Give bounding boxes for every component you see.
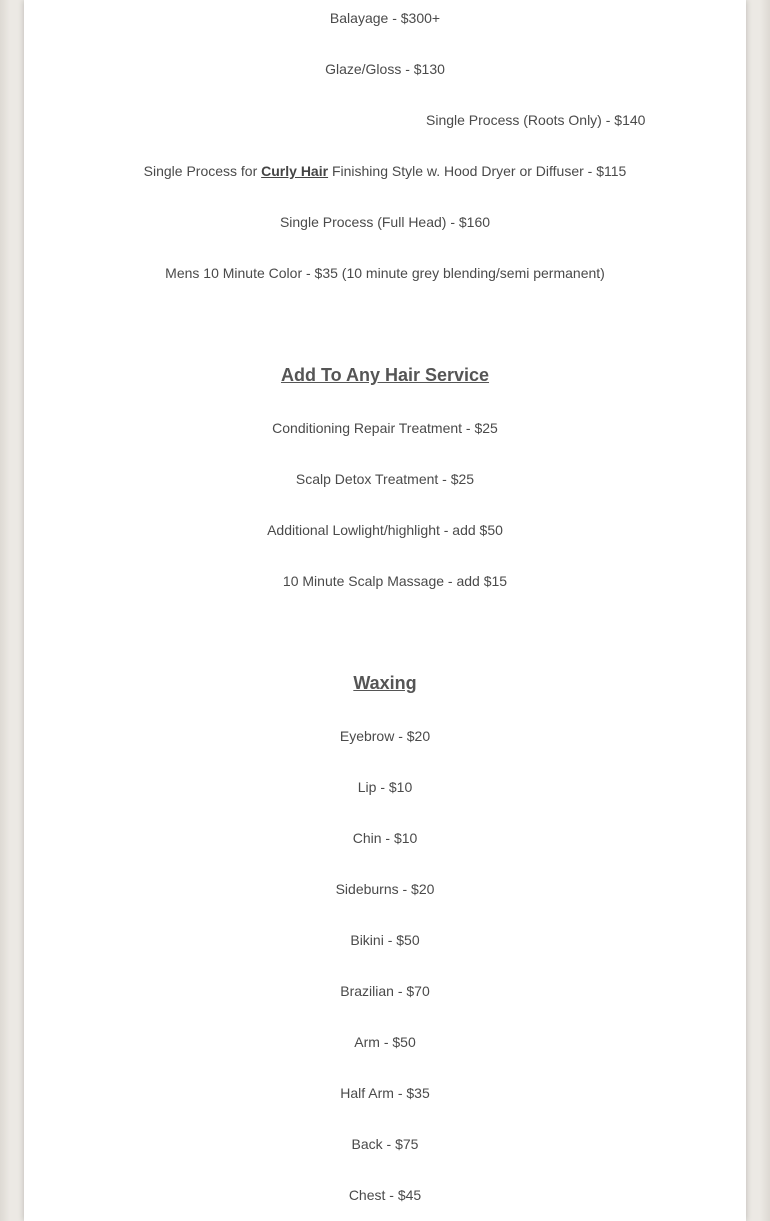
curly-prefix-text: Single Process for (143, 163, 262, 179)
waxing-item: Half Arm - $35 (340, 1085, 430, 1101)
curly-hair-link[interactable]: Curly Hair (261, 163, 329, 179)
addon-item: 10 Minute Scalp Massage - add $15 (282, 573, 508, 589)
waxing-heading: Waxing (353, 673, 417, 693)
services-price-list (24, 0, 746, 1221)
waxing-item: Chest - $45 (348, 1187, 422, 1203)
service-balayage: Balayage - $300+ (329, 10, 441, 26)
service-single-process-full: Single Process (Full Head) - $160 (279, 214, 491, 230)
waxing-item: Back - $75 (351, 1136, 419, 1152)
addons-heading: Add To Any Hair Service (280, 365, 490, 385)
addon-item: Additional Lowlight/highlight - add $50 (267, 522, 503, 538)
waxing-item: Lip - $10 (357, 779, 413, 795)
waxing-item: Sideburns - $20 (335, 881, 435, 897)
service-mens-color: Mens 10 Minute Color - $35 (10 minute grey blending/semi permanent) (165, 265, 605, 281)
waxing-item: Chin - $10 (352, 830, 418, 846)
waxing-item: Arm - $50 (354, 1034, 416, 1050)
waxing-item: Bikini - $50 (350, 932, 420, 948)
addon-item: Conditioning Repair Treatment - $25 (272, 420, 498, 436)
addon-item: Scalp Detox Treatment - $25 (295, 471, 475, 487)
service-single-process-roots: Single Process (Roots Only) - $140 (426, 112, 646, 128)
service-single-process-curly (24, 161, 746, 181)
waxing-item: Brazilian - $70 (340, 983, 430, 999)
service-glaze-gloss: Glaze/Gloss - $130 (325, 61, 445, 77)
waxing-item: Eyebrow - $20 (339, 728, 431, 744)
curly-suffix-text: Finishing Style w. Hood Dryer or Diffuser - $115 (328, 163, 627, 179)
